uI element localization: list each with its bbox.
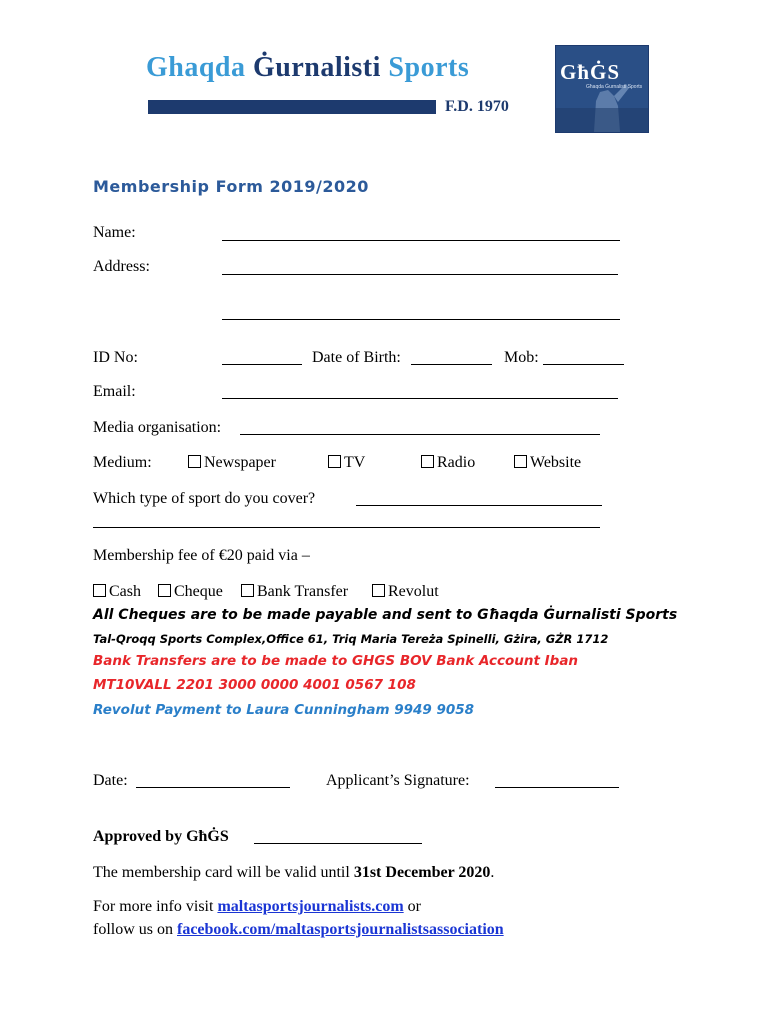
date-label: Date: bbox=[93, 772, 128, 789]
name-label: Name: bbox=[93, 224, 136, 241]
org-name-part2: Ġurnalisti bbox=[253, 52, 381, 83]
payment-option-bank-transfer[interactable]: Bank Transfer bbox=[241, 583, 348, 601]
sport-field-line2[interactable] bbox=[93, 527, 600, 528]
checkbox-icon[interactable] bbox=[93, 584, 106, 597]
name-field[interactable] bbox=[222, 240, 620, 241]
checkbox-icon[interactable] bbox=[328, 455, 341, 468]
payment-option-revolut[interactable]: Revolut bbox=[372, 583, 439, 601]
email-label: Email: bbox=[93, 383, 136, 400]
postal-address-text: Tal-Qroqq Sports Complex,Office 61, Triq Maria Tereża Spinelli, Gżira, GŻR 1712 bbox=[93, 632, 609, 646]
address-label: Address: bbox=[93, 258, 150, 275]
media-org-label: Media organisation: bbox=[93, 419, 222, 436]
founded-year: F.D. 1970 bbox=[445, 98, 509, 115]
media-org-field[interactable] bbox=[240, 434, 600, 435]
medium-label: Medium: bbox=[93, 454, 152, 471]
logo-subtitle: Għaqda Ġurnalisti Sports bbox=[586, 84, 643, 90]
dob-field[interactable] bbox=[411, 364, 492, 365]
organisation-name bbox=[146, 52, 469, 84]
approved-by-field[interactable] bbox=[254, 843, 422, 844]
follow-us-text: follow us on facebook.com/maltasportsjournalistsassociation bbox=[93, 921, 504, 938]
org-name-part3: Sports bbox=[388, 52, 470, 83]
sport-question: Which type of sport do you cover? bbox=[93, 490, 316, 507]
header-bar bbox=[148, 100, 436, 114]
medium-option-newspaper[interactable]: Newspaper bbox=[188, 454, 276, 472]
mob-label: Mob: bbox=[504, 349, 539, 366]
org-name-part1: Ghaqda bbox=[146, 52, 246, 83]
validity-date: 31st December 2020 bbox=[353, 864, 491, 881]
date-field[interactable] bbox=[136, 787, 290, 788]
checkbox-icon[interactable] bbox=[421, 455, 434, 468]
logo-text: GħĠS bbox=[560, 60, 621, 84]
medium-option-radio[interactable]: Radio bbox=[421, 454, 475, 472]
facebook-link[interactable]: facebook.com/maltasportsjournalistsassociation bbox=[177, 921, 504, 938]
checkbox-icon[interactable] bbox=[514, 455, 527, 468]
form-title: Membership Form 2019/2020 bbox=[93, 177, 369, 196]
revolut-text: Revolut Payment to Laura Cunningham 9949 9058 bbox=[93, 702, 475, 718]
signature-field[interactable] bbox=[495, 787, 619, 788]
medium-option-website[interactable]: Website bbox=[514, 454, 581, 472]
id-label: ID No: bbox=[93, 349, 138, 366]
checkbox-icon[interactable] bbox=[372, 584, 385, 597]
id-field[interactable] bbox=[222, 364, 302, 365]
sport-field-line1[interactable] bbox=[356, 505, 602, 506]
cheques-payable-text: All Cheques are to be made payable and sent to Għaqda Ġurnalisti Sports bbox=[93, 607, 678, 623]
signature-label: Applicant’s Signature: bbox=[326, 772, 470, 789]
checkbox-icon[interactable] bbox=[241, 584, 254, 597]
validity-text: The membership card will be valid until 31st December 2020. bbox=[93, 864, 495, 881]
membership-fee-text: Membership fee of €20 paid via – bbox=[93, 547, 310, 564]
checkbox-icon[interactable] bbox=[188, 455, 201, 468]
payment-option-cash[interactable]: Cash bbox=[93, 583, 141, 601]
ghgs-logo bbox=[555, 45, 649, 133]
address-field-line2[interactable] bbox=[222, 319, 620, 320]
medium-option-tv[interactable]: TV bbox=[328, 454, 365, 472]
bank-transfer-text: Bank Transfers are to be made to GHGS BOV Bank Account Iban bbox=[93, 653, 579, 669]
email-field[interactable] bbox=[222, 398, 618, 399]
more-info-text: For more info visit maltasportsjournalists.com or bbox=[93, 898, 421, 915]
iban-text: MT10VALL 2201 3000 0000 4001 0567 108 bbox=[93, 677, 416, 693]
checkbox-icon[interactable] bbox=[158, 584, 171, 597]
approved-by-label: Approved by GħĠS bbox=[93, 828, 229, 845]
mob-field[interactable] bbox=[543, 364, 624, 365]
dob-label: Date of Birth: bbox=[312, 349, 401, 366]
payment-option-cheque[interactable]: Cheque bbox=[158, 583, 223, 601]
website-link[interactable]: maltasportsjournalists.com bbox=[217, 898, 404, 915]
address-field-line1[interactable] bbox=[222, 274, 618, 275]
